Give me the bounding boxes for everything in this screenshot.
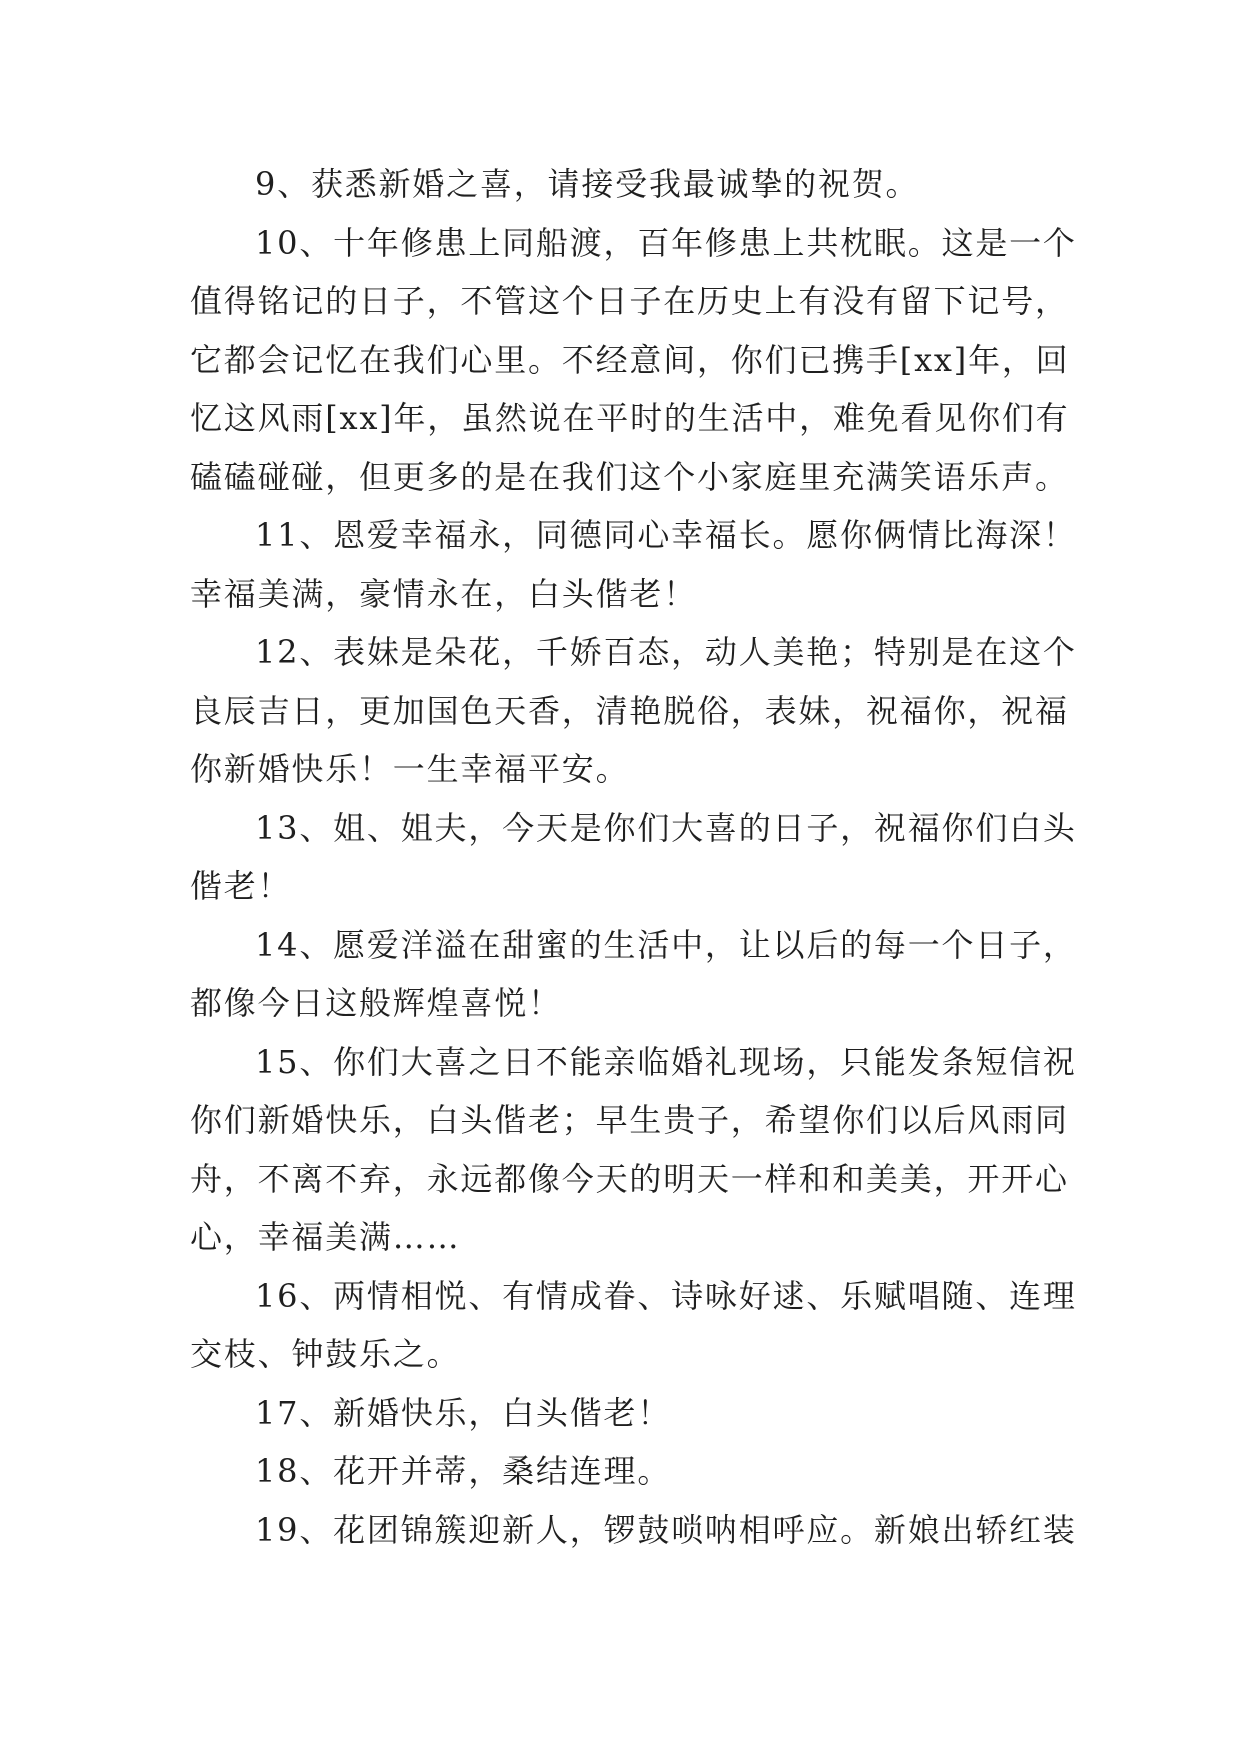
wish-item-19	[190, 1501, 1077, 1560]
paragraph-line: 16、两情相悦、有情成眷、诗咏好逑、乐赋唱随、连理	[255, 1276, 1077, 1315]
wish-item-15	[190, 1033, 1077, 1267]
paragraph-line: 磕磕碰碰，但更多的是在我们这个小家庭里充满笑语乐声。	[190, 457, 1069, 496]
paragraph-line: 它都会记忆在我们心里。不经意间，你们已携手[xx]年，回	[190, 340, 1070, 379]
wish-item-11	[190, 506, 1077, 623]
paragraph-line: 9、获悉新婚之喜，请接受我最诚挚的祝贺。	[255, 165, 920, 203]
paragraph-line: 13、姐、姐夫，今天是你们大喜的日子，祝福你们白头	[255, 808, 1077, 847]
paragraph-line: 15、你们大喜之日不能亲临婚礼现场，只能发条短信祝	[255, 1042, 1077, 1081]
paragraph-line: 14、愿爱洋溢在甜蜜的生活中，让以后的每一个日子，	[255, 925, 1077, 964]
paragraph-line: 偕老！	[190, 867, 292, 905]
paragraph-line: 17、新婚快乐，白头偕老！	[255, 1393, 672, 1432]
document-body	[190, 155, 1077, 1559]
wish-item-17	[190, 1384, 1068, 1443]
paragraph-line: 19、花团锦簇迎新人，锣鼓唢呐相呼应。新娘出轿红装	[255, 1510, 1077, 1549]
paragraph-line: 12、表妹是朵花，千娇百态，动人美艳；特别是在这个	[255, 633, 1077, 671]
paragraph-line: 都像今日这般辉煌喜悦！	[190, 984, 562, 1022]
paragraph-line: 忆这风雨[xx]年，虽然说在平时的生活中，难免看见你们有	[190, 399, 1070, 437]
paragraph-line: 幸福美满，豪情永在，白头偕老！	[190, 574, 698, 613]
paragraph-line: 10、十年修患上同船渡，百年修患上共枕眠。这是一个	[255, 223, 1077, 262]
paragraph-line: 交枝、钟鼓乐之。	[190, 1335, 461, 1373]
paragraph-line: 你们新婚快乐，白头偕老；早生贵子，希望你们以后风雨同	[190, 1101, 1069, 1139]
paragraph-line: 舟，不离不弃，永远都像今天的明天一样和和美美，开开心	[190, 1159, 1069, 1198]
wish-item-14	[190, 916, 1077, 1033]
paragraph-line: 18、花开并蒂，桑结连理。	[255, 1452, 672, 1490]
wish-item-9	[190, 155, 1068, 214]
wish-item-12	[190, 623, 1077, 799]
wish-item-16	[190, 1267, 1077, 1384]
paragraph-line: 值得铭记的日子，不管这个日子在历史上有没有留下记号，	[190, 282, 1069, 320]
wish-item-18	[190, 1442, 1068, 1501]
wish-item-10	[190, 214, 1077, 507]
paragraph-line: 11、恩爱幸福永，同德同心幸福长。愿你俩情比海深！	[255, 516, 1077, 554]
paragraph-line: 心，幸福美满……	[190, 1218, 461, 1256]
wish-item-13	[190, 799, 1077, 916]
paragraph-line: 良辰吉日，更加国色天香，清艳脱俗，表妹，祝福你，祝福	[190, 691, 1069, 730]
paragraph-line: 你新婚快乐！一生幸福平安。	[190, 750, 630, 788]
